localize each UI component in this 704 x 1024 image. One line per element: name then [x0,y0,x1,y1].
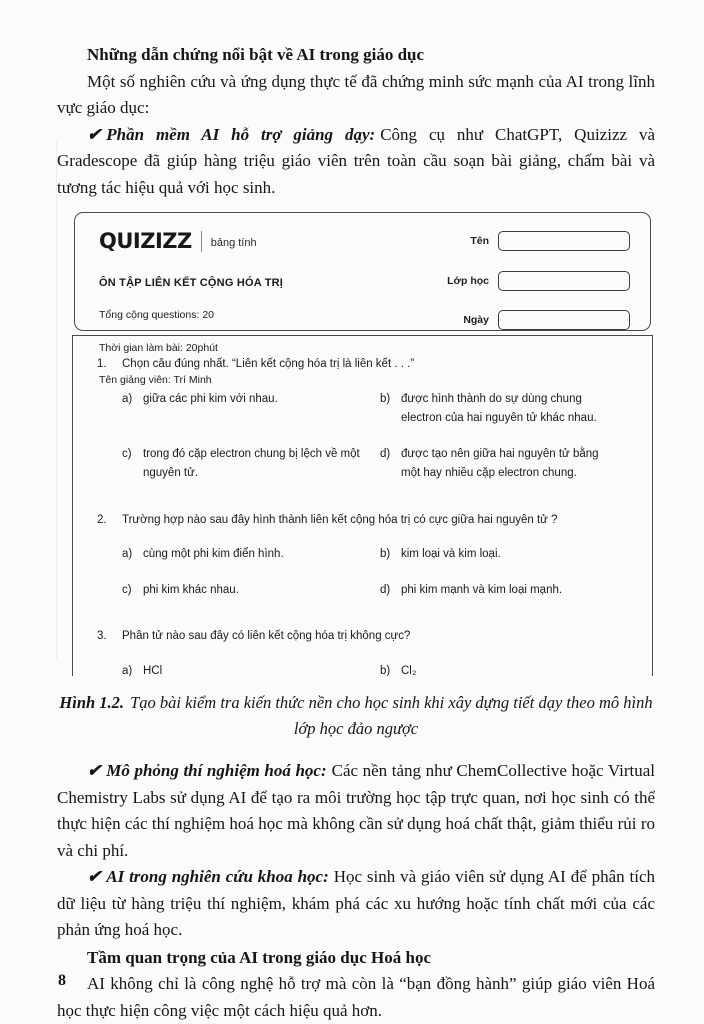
spacer [57,742,655,758]
option-label: d) [380,583,391,596]
bullet-paragraph-research [57,864,655,944]
question-item [97,627,630,676]
date-field-label: Ngày [463,314,489,326]
section-heading: Những dẫn chứng nổi bật về AI trong giáo dục [87,45,425,64]
bullet-paragraph-software [57,122,655,202]
class-field-label: Lớp học [447,274,489,287]
quizizz-worksheet-figure [72,212,653,676]
question-stem: Trường hợp nào sau đây hình thành liên kết cộng hóa trị có cực giữa hai nguyên tử ? [122,513,558,526]
answer-option [122,545,374,565]
checkmark-icon: ✔ [87,124,102,144]
page-content [57,42,655,1024]
option-label: d) [380,447,391,460]
options-grid [122,545,630,600]
worksheet-meta-questions: Tổng cộng questions: 20 [99,309,214,321]
question-number: 2. [97,513,107,526]
option-text: kim loại và kim loại. [401,548,501,561]
answer-option [122,445,374,484]
checkmark-icon: ✔ [87,867,102,886]
options-grid [122,662,630,676]
answer-option [380,581,630,601]
bullet-text: Học sinh và giáo viên sử dụng AI để phân tích dữ liệu từ hàng triệu thí nghiệm, khám phá các xu hướng hoặc tính chất mới của các phản ứng hoá học. [57,867,655,939]
quizizz-logo: QUIZIZZ [99,229,192,253]
question-item [97,511,630,601]
answer-option [380,445,630,484]
figure-caption-label: Hình 1.2. [59,693,125,712]
bullet-text: Công cụ như ChatGPT, Quizizz và Gradescope đã giúp hàng triệu giáo viên trên toàn cầu soạn bài giảng, chấm bài và tương tác hiệu quả với học sinh. [57,124,655,197]
option-label: c) [122,583,132,596]
option-label: a) [122,392,133,405]
checkmark-icon: ✔ [87,761,102,780]
worksheet-fields [447,226,630,326]
answer-option [380,390,630,429]
bullet-paragraph-simulation [57,758,655,864]
worksheet-meta-teacher: Tên giảng viên: Trí Minh [99,374,212,386]
question-stem-row [97,511,630,531]
question-stem-row [97,355,630,375]
page-number: 8 [58,972,66,989]
option-label: c) [122,447,132,460]
field-row-name [447,228,630,255]
name-field-label: Tên [470,235,489,247]
figure-caption-text: Tạo bài kiểm tra kiến thức nền cho học sinh khi xây dựng tiết dạy theo mô hình lớp học đảo ngược [130,693,653,738]
bullet-lead: Phần mềm AI hỗ trợ giảng dạy: [106,124,376,144]
bullet-text: Các nền tảng như ChemCollective hoặc Virtual Chemistry Labs sử dụng AI để tạo ra môi trường học tập trực quan, nơi học sinh có thể thực hiện các thí nghiệm hoá học mà không cần sử dụng hoá chất thật, giảm thiểu rủi ro và chi phí. [57,761,655,860]
bullet-lead: Mô phỏng thí nghiệm hoá học: [106,761,327,780]
question-stem-row [97,627,630,647]
option-text: phi kim khác nhau. [143,583,239,596]
option-text: giữa các phi kim với nhau. [143,392,278,405]
intro-paragraph: Một số nghiên cứu và ứng dụng thực tế đã chứng minh sức mạnh của AI trong lĩnh vực giáo dục: [57,71,655,117]
question-stem: Phân tử nào sau đây có liên kết cộng hóa trị không cực? [122,630,411,643]
option-label: b) [380,664,391,676]
figure-caption [57,690,655,742]
answer-option [380,545,630,565]
worksheet-meta-duration: Thời gian làm bài: 20phút [99,341,218,354]
answer-option [122,390,374,429]
question-item [97,355,630,484]
section-heading-importance: Tầm quan trọng của AI trong giáo dục Hoá học [87,947,431,967]
question-number: 1. [97,358,107,370]
field-row-date [447,307,630,334]
option-text: được hình thành do sự dùng chung electron của hai nguyên tử khác nhau. [401,392,597,425]
option-text: phi kim mạnh và kim loại mạnh. [401,583,563,596]
answer-option [122,662,374,676]
options-grid [122,390,630,484]
option-label: a) [122,664,133,676]
date-field-blank [498,310,630,330]
option-text: được tạo nên giữa hai nguyên tử bằng một hay nhiều cặp electron chung. [401,447,599,480]
logo-row [99,226,283,257]
option-text: trong đó cặp electron chung bị lệch về một nguyên tử. [143,447,360,480]
question-number: 3. [97,630,107,643]
name-field-blank [498,231,630,251]
answer-option [122,581,374,601]
option-text: cùng một phi kim điển hình. [143,548,284,561]
answer-option [380,662,630,676]
closing-paragraph: AI không chỉ là công nghệ hỗ trợ mà còn là “bạn đồng hành” giúp giáo viên Hoá học thực hiện công việc một cách hiệu quả hơn. [57,974,655,1020]
logo-subtitle: bảng tính [210,237,257,249]
logo-divider [201,231,202,252]
field-row-class [447,268,630,295]
option-text: HCl [143,664,163,676]
class-field-blank [498,271,630,291]
option-text: Cl₂ [401,664,417,676]
option-label: b) [380,392,391,405]
worksheet-title: ÔN TẬP LIÊN KẾT CỘNG HÓA TRỊ [99,276,284,289]
option-label: b) [380,548,391,561]
option-label: a) [122,548,133,561]
bullet-lead: AI trong nghiên cứu khoa học: [106,867,329,886]
question-stem: Chọn câu đúng nhất. “Liên kết cộng hóa trị là liên kết . . .” [122,358,415,370]
